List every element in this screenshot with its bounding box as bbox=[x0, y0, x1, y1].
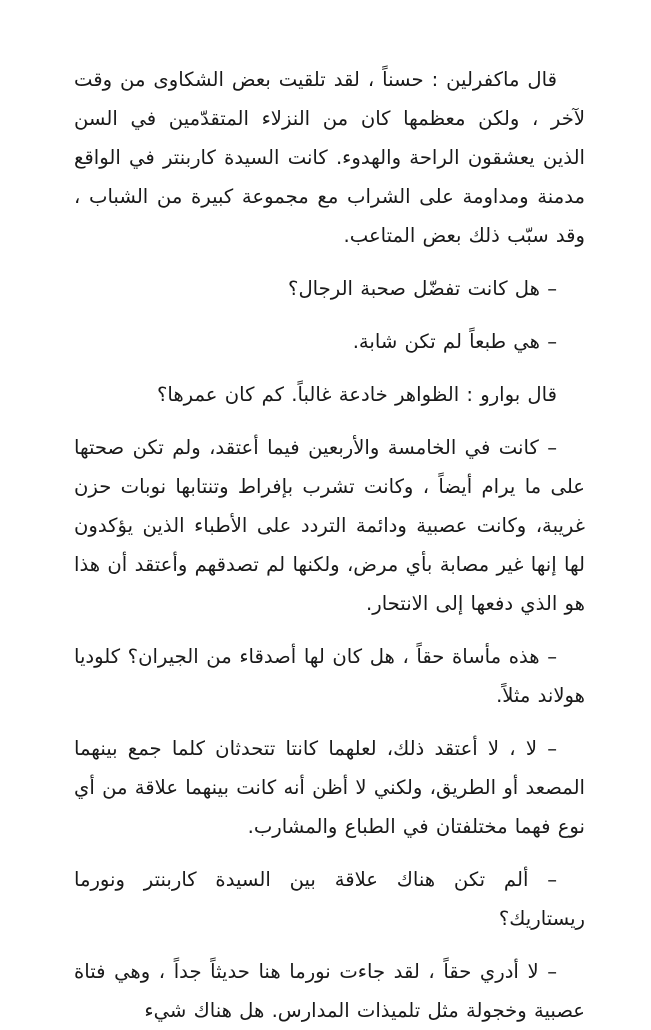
paragraph-norma-description: – لا أدري حقاً ، لقد جاءت نورما هنا حديثاً جداً ، وهي فتاة عصبية وخجولة مثل تلميذات المدارس. هل هناك شيء bbox=[74, 960, 585, 1022]
paragraph-question-men-company: – هل كانت تفضّل صحبة الرجال؟ bbox=[288, 277, 557, 300]
paragraph-poirot-age-question: قال بوارو : الظواهر خادعة غالباً. كم كان عمرها؟ bbox=[156, 383, 557, 406]
paragraph-not-young: – هي طبعاً لم تكن شابة. bbox=[352, 330, 557, 353]
paragraph-no-relationship: – لا ، لا أعتقد ذلك، لعلهما كانتا تتحدثان كلما جمع بينهما المصعد أو الطريق، ولكني لا أظن أنه كانت بينهما علاقة من أي نوع فهما مختلفتان في الطباع والمشارب. bbox=[74, 737, 585, 838]
paragraph-tragedy-neighbors: – هذه مأساة حقاً ، هل كان لها أصدقاء من الجيران؟ كلوديا هولاند مثلاً. bbox=[74, 645, 585, 707]
paragraph-macfarlane-complaints: قال ماكفرلين : حسناً ، لقد تلقيت بعض الشكاوى من وقت لآخر ، ولكن معظمها كان من النزلاء المتقدّمين في السن الذين يعشقون الراحة والهدوء. كانت السيدة كاربنتر في الواقع مدمنة ومداومة على الشراب مع مجموعة كبيرة من الشباب ، وقد سبّب ذلك بعض المتاعب. bbox=[74, 68, 585, 247]
paragraph-age-and-health: – كانت في الخامسة والأربعين فيما أعتقد، ولم تكن صحتها على ما يرام أيضاً ، وكانت تشرب بإفراط وتنتابها نوبات حزن غريبة، وكانت عصبية ودائمة التردد على الأطباء الذين يؤكدون لها إنها غير مصابة بأي مرض، ولكنها لم تصدقهم وأعتقد أن هذا هو الذي دفعها إلى الانتحار. bbox=[74, 436, 585, 615]
paragraph-norma-question: – ألم تكن هناك علاقة بين السيدة كاربنتر ونورما ريستاريك؟ bbox=[74, 868, 585, 930]
